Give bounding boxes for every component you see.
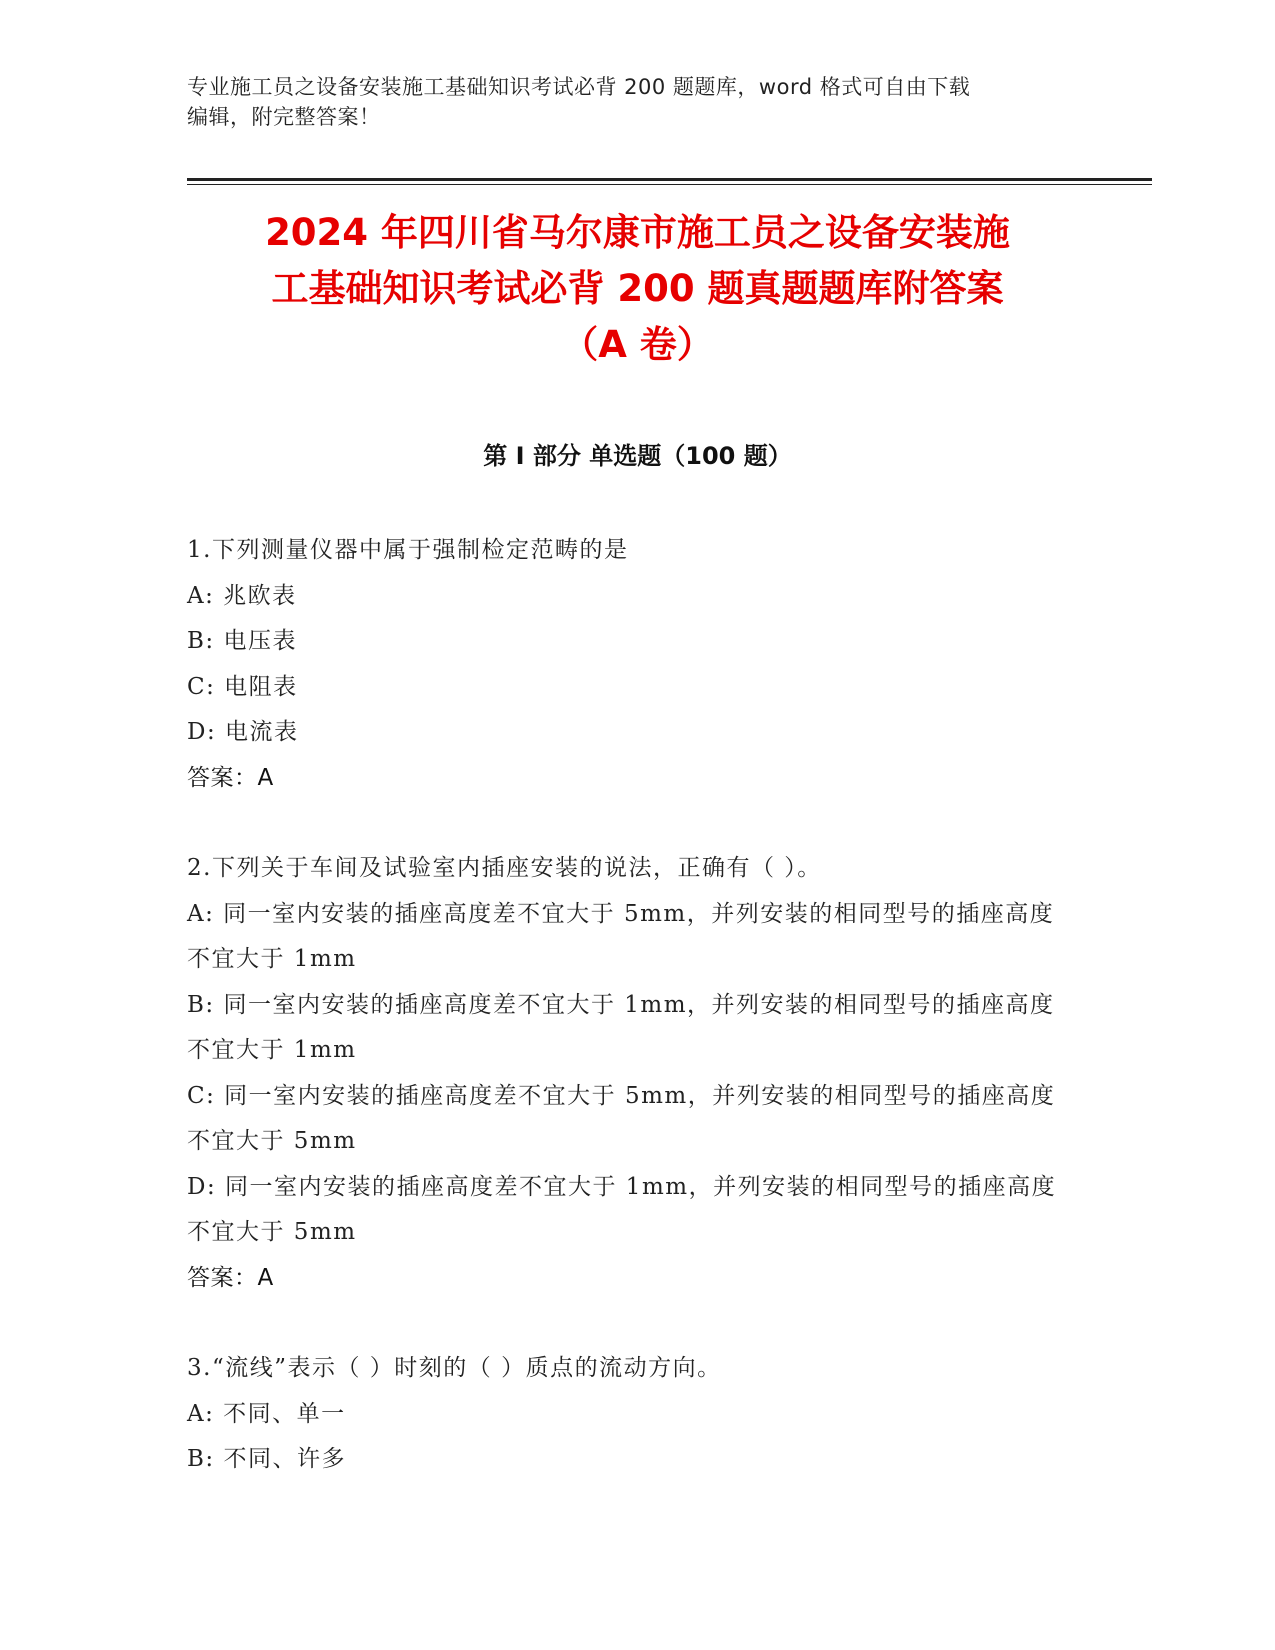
option-c: C: 同一室内安装的插座高度差不宜大于 5mm，并列安装的相同型号的插座高度不宜大于 5mm xyxy=(187,1082,1056,1154)
option-a: A: 兆欧表 xyxy=(187,582,297,609)
option-b: B: 电压表 xyxy=(187,628,297,654)
document-title-line-1: 2024 年四川省马尔康市施工员之设备安装施 xyxy=(265,211,1010,254)
question-stem: 2.下列关于车间及试验室内插座安装的说法，正确有（ ）。 xyxy=(187,855,822,881)
header-divider-thick xyxy=(187,178,1152,181)
option-a: A: 同一室内安装的插座高度差不宜大于 5mm，并列安装的相同型号的插座高度不宜大于 1mm xyxy=(187,900,1055,972)
option-d: D: 电流表 xyxy=(187,719,299,745)
answer: 答案：A xyxy=(187,764,274,791)
answer: 答案：A xyxy=(187,1264,274,1291)
question-1 xyxy=(187,528,1067,801)
option-d: D: 同一室内安装的插座高度差不宜大于 1mm，并列安装的相同型号的插座高度不宜大于 5mm xyxy=(187,1173,1057,1245)
question-2 xyxy=(187,846,1067,1301)
document-title-line-3: （A 卷） xyxy=(561,323,714,366)
question-stem: 1.下列测量仪器中属于强制检定范畴的是 xyxy=(187,537,629,563)
header-note-line-1: 专业施工员之设备安装施工基础知识考试必背 200 题题库，word 格式可自由下载 xyxy=(187,75,971,99)
header-note-line-2: 编辑，附完整答案！ xyxy=(187,105,381,129)
question-list xyxy=(187,528,1067,1528)
header-note xyxy=(187,72,1077,132)
document-title-line-2: 工基础知识考试必背 200 题真题题库附答案 xyxy=(271,267,1004,310)
section-heading: 第 I 部分 单选题（100 题） xyxy=(483,442,792,470)
header-divider-thin xyxy=(187,184,1152,185)
question-3 xyxy=(187,1346,1067,1483)
option-c: C: 电阻表 xyxy=(187,673,298,700)
option-a: A: 不同、单一 xyxy=(187,1400,346,1427)
option-b: B: 不同、许多 xyxy=(187,1446,346,1472)
question-stem: 3.“流线”表示（ ）时刻的（ ）质点的流动方向。 xyxy=(187,1355,722,1381)
document-title xyxy=(150,205,1125,373)
option-b: B: 同一室内安装的插座高度差不宜大于 1mm，并列安装的相同型号的插座高度不宜大于 1mm xyxy=(187,991,1055,1063)
